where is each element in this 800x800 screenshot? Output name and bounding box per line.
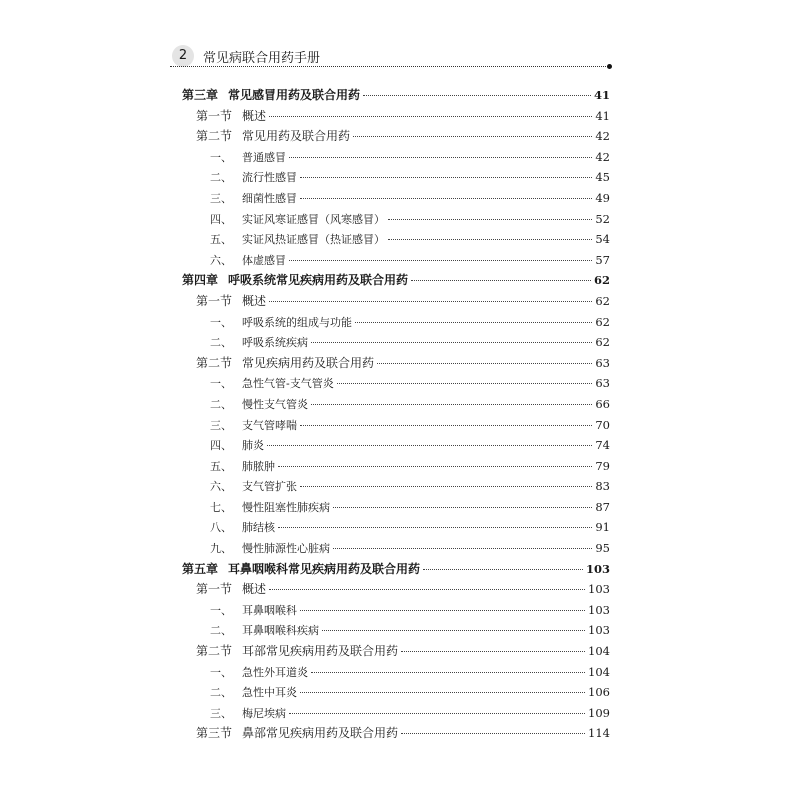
toc-section — [182, 291, 610, 312]
toc-page-number: 52 — [595, 211, 610, 226]
toc-leader-dots — [300, 486, 592, 487]
toc-section — [182, 579, 610, 600]
toc-entry-number: 二、 — [210, 397, 232, 411]
toc-leader-dots — [300, 692, 585, 693]
toc-entry-number: 五、 — [210, 459, 232, 473]
toc-entry-number: 一、 — [210, 665, 232, 679]
toc-item — [182, 415, 610, 436]
toc-section — [182, 641, 610, 662]
toc-leader-dots — [300, 610, 585, 611]
toc-entry-label — [210, 230, 385, 251]
toc-leader-dots — [388, 239, 592, 240]
header-rule — [170, 66, 610, 67]
toc-item — [182, 332, 610, 353]
toc-page-number: 41 — [595, 108, 610, 123]
toc-entry-title: 常见用药及联合用药 — [242, 129, 351, 144]
toc-item — [182, 600, 610, 621]
toc-leader-dots — [278, 527, 592, 528]
toc-entry-number: 三、 — [210, 706, 232, 720]
toc-entry-number: 第二节 — [196, 644, 233, 659]
toc-entry-number: 八、 — [210, 521, 232, 535]
toc-entry-number: 三、 — [210, 191, 232, 205]
toc-entry-title: 耳部常见疾病用药及联合用药 — [242, 644, 399, 659]
toc-leader-dots — [289, 157, 592, 158]
toc-page-number: 54 — [595, 232, 610, 247]
toc-entry-number: 一、 — [210, 315, 232, 329]
toc-entry-title: 慢性肺源性心脏病 — [242, 542, 330, 556]
toc-entry-number: 四、 — [210, 439, 232, 453]
toc-entry-label — [210, 374, 334, 395]
toc-item — [182, 517, 610, 538]
toc-page-number: 95 — [595, 541, 610, 556]
toc-entry-label — [182, 559, 420, 580]
toc-entry-title: 体虚感冒 — [242, 253, 286, 267]
toc-item — [182, 394, 610, 415]
toc-leader-dots — [401, 733, 585, 734]
toc-leader-dots — [322, 630, 585, 631]
toc-entry-number: 九、 — [210, 542, 232, 556]
toc-item — [182, 209, 610, 230]
toc-leader-dots — [353, 136, 592, 137]
toc-entry-label — [196, 291, 266, 312]
toc-page-number: 45 — [595, 170, 610, 185]
toc-entry-title: 急性中耳炎 — [242, 686, 297, 700]
toc-entry-label — [196, 106, 266, 127]
toc-page-number: 63 — [595, 376, 610, 391]
toc-leader-dots — [333, 507, 592, 508]
toc-entry-number: 一、 — [210, 603, 232, 617]
toc-entry-number: 第一节 — [196, 108, 233, 123]
toc-page-number: 62 — [593, 273, 610, 288]
toc-page-number: 63 — [595, 355, 610, 370]
toc-item — [182, 373, 610, 394]
toc-leader-dots — [311, 672, 585, 673]
toc-entry-title: 梅尼埃病 — [242, 706, 286, 720]
toc-chapter — [182, 270, 610, 291]
toc-page-number: 62 — [595, 335, 610, 350]
toc-entry-title: 急性外耳道炎 — [242, 665, 308, 679]
table-of-contents — [182, 85, 610, 744]
toc-entry-title: 耳鼻咽喉科疾病 — [242, 624, 319, 638]
toc-entry-number: 四、 — [210, 212, 232, 226]
toc-entry-title: 常见疾病用药及联合用药 — [242, 355, 375, 370]
toc-entry-title: 支气管扩张 — [242, 480, 297, 494]
toc-page-number: 49 — [595, 190, 610, 205]
book-title: 常见病联合用药手册 — [203, 51, 321, 66]
running-header — [170, 45, 610, 71]
toc-item — [182, 703, 610, 724]
toc-item — [182, 147, 610, 168]
toc-entry-label — [210, 683, 297, 704]
toc-entry-title: 肺脓肿 — [242, 459, 275, 473]
toc-page-number: 42 — [595, 129, 610, 144]
toc-entry-label — [210, 313, 352, 334]
toc-entry-title: 耳鼻咽喉科常见疾病用药及联合用药 — [228, 561, 421, 576]
toc-entry-number: 二、 — [210, 686, 232, 700]
toc-leader-dots — [300, 425, 592, 426]
toc-item — [182, 435, 610, 456]
page-number: 2 — [172, 45, 194, 67]
toc-entry-title: 概述 — [242, 582, 267, 597]
toc-leader-dots — [337, 383, 593, 384]
toc-entry-label — [210, 457, 275, 478]
toc-item — [182, 662, 610, 683]
toc-leader-dots — [377, 363, 592, 364]
toc-entry-label — [196, 579, 266, 600]
toc-entry-title: 呼吸系统的组成与功能 — [242, 315, 352, 329]
toc-item — [182, 620, 610, 641]
toc-page-number: 83 — [595, 479, 610, 494]
toc-entry-label — [210, 518, 275, 539]
toc-entry-label — [210, 704, 286, 725]
toc-entry-label — [210, 148, 286, 169]
toc-entry-title: 耳鼻咽喉科 — [242, 603, 297, 617]
toc-entry-label — [210, 601, 297, 622]
toc-entry-number: 第四章 — [182, 273, 219, 288]
toc-entry-label — [182, 85, 360, 106]
toc-item — [182, 188, 610, 209]
toc-page-number: 103 — [588, 602, 610, 617]
toc-leader-dots — [269, 116, 592, 117]
toc-entry-label — [210, 395, 308, 416]
toc-entry-title: 实证风热证感冒（热证感冒） — [242, 233, 385, 247]
toc-item — [182, 167, 610, 188]
toc-entry-title: 呼吸系统常见疾病用药及联合用药 — [228, 273, 409, 288]
toc-leader-dots — [423, 569, 583, 570]
toc-entry-number: 第一节 — [196, 293, 233, 308]
toc-page-number: 106 — [588, 685, 610, 700]
toc-entry-title: 常见感冒用药及联合用药 — [228, 88, 361, 102]
toc-item — [182, 682, 610, 703]
toc-page-number: 91 — [595, 520, 610, 535]
toc-entry-label — [196, 353, 374, 374]
toc-entry-number: 第五章 — [182, 561, 219, 576]
toc-entry-number: 第二节 — [196, 129, 233, 144]
toc-entry-label — [210, 621, 319, 642]
toc-leader-dots — [269, 301, 592, 302]
toc-entry-number: 第一节 — [196, 582, 233, 597]
toc-page-number: 103 — [588, 582, 610, 597]
toc-page-number: 70 — [595, 417, 610, 432]
toc-entry-number: 五、 — [210, 233, 232, 247]
toc-entry-label — [196, 641, 398, 662]
toc-entry-title: 流行性感冒 — [242, 171, 297, 185]
toc-page-number: 66 — [595, 396, 610, 411]
toc-page-number: 109 — [588, 705, 610, 720]
toc-leader-dots — [363, 95, 591, 96]
toc-entry-number: 三、 — [210, 418, 232, 432]
toc-entry-number: 第三节 — [196, 726, 233, 741]
toc-leader-dots — [388, 219, 592, 220]
toc-page-number: 41 — [593, 88, 610, 102]
toc-leader-dots — [411, 280, 591, 281]
toc-chapter — [182, 559, 610, 580]
toc-leader-dots — [267, 445, 592, 446]
toc-leader-dots — [289, 260, 592, 261]
toc-entry-number: 七、 — [210, 500, 232, 514]
toc-section — [182, 353, 610, 374]
toc-page-number: 57 — [595, 252, 610, 267]
toc-entry-label — [210, 663, 308, 684]
toc-entry-number: 二、 — [210, 171, 232, 185]
toc-leader-dots — [278, 466, 592, 467]
toc-entry-number: 六、 — [210, 253, 232, 267]
toc-item — [182, 497, 610, 518]
toc-item — [182, 229, 610, 250]
toc-leader-dots — [355, 322, 592, 323]
header-rule-end-dot — [607, 64, 612, 69]
toc-entry-label — [210, 416, 297, 437]
toc-item — [182, 538, 610, 559]
toc-entry-title: 细菌性感冒 — [242, 191, 297, 205]
toc-section — [182, 106, 610, 127]
toc-entry-title: 肺结核 — [242, 521, 275, 535]
toc-item — [182, 312, 610, 333]
toc-leader-dots — [300, 177, 592, 178]
toc-entry-label — [210, 498, 330, 519]
toc-entry-number: 第二节 — [196, 355, 233, 370]
toc-section — [182, 723, 610, 744]
toc-entry-title: 鼻部常见疾病用药及联合用药 — [242, 726, 399, 741]
toc-item — [182, 250, 610, 271]
toc-page-number: 103 — [588, 623, 610, 638]
toc-entry-title: 概述 — [242, 108, 267, 123]
toc-entry-title: 慢性支气管炎 — [242, 397, 308, 411]
toc-page-number: 104 — [588, 664, 610, 679]
toc-page-number: 79 — [595, 458, 610, 473]
toc-entry-label — [210, 539, 330, 560]
toc-page-number: 104 — [588, 644, 610, 659]
toc-entry-title: 普通感冒 — [242, 150, 286, 164]
toc-page-number: 42 — [595, 149, 610, 164]
toc-section — [182, 126, 610, 147]
toc-item — [182, 456, 610, 477]
toc-leader-dots — [300, 198, 592, 199]
toc-entry-title: 呼吸系统疾病 — [242, 336, 308, 350]
toc-entry-label — [210, 477, 297, 498]
toc-leader-dots — [269, 589, 585, 590]
toc-entry-title: 支气管哮喘 — [242, 418, 297, 432]
toc-page-number: 114 — [588, 726, 610, 741]
toc-entry-title: 肺炎 — [242, 439, 264, 453]
toc-entry-title: 概述 — [242, 293, 267, 308]
toc-entry-number: 二、 — [210, 624, 232, 638]
toc-leader-dots — [311, 404, 592, 405]
toc-leader-dots — [333, 548, 592, 549]
toc-entry-title: 急性气管-支气管炎 — [242, 377, 334, 391]
toc-page-number: 74 — [595, 438, 610, 453]
toc-entry-number: 六、 — [210, 480, 232, 494]
toc-entry-label — [210, 333, 308, 354]
toc-entry-label — [210, 168, 297, 189]
toc-entry-title: 慢性阻塞性肺疾病 — [242, 500, 330, 514]
toc-chapter — [182, 85, 610, 106]
toc-entry-label — [210, 436, 264, 457]
toc-entry-number: 一、 — [210, 150, 232, 164]
toc-entry-label — [196, 126, 350, 147]
toc-page-number: 62 — [595, 293, 610, 308]
toc-page-number: 87 — [595, 499, 610, 514]
toc-leader-dots — [311, 342, 592, 343]
toc-entry-label — [210, 189, 297, 210]
toc-leader-dots — [289, 713, 585, 714]
toc-page-number: 103 — [585, 561, 610, 576]
toc-entry-number: 一、 — [210, 377, 232, 391]
toc-entry-label — [210, 251, 286, 272]
toc-item — [182, 476, 610, 497]
toc-entry-label — [210, 210, 385, 231]
toc-entry-label — [182, 270, 408, 291]
toc-entry-number: 第三章 — [182, 88, 219, 102]
toc-entry-number: 二、 — [210, 336, 232, 350]
toc-entry-title: 实证风寒证感冒（风寒感冒） — [242, 212, 385, 226]
toc-leader-dots — [401, 651, 585, 652]
toc-page-number: 62 — [595, 314, 610, 329]
toc-entry-label — [196, 723, 398, 744]
